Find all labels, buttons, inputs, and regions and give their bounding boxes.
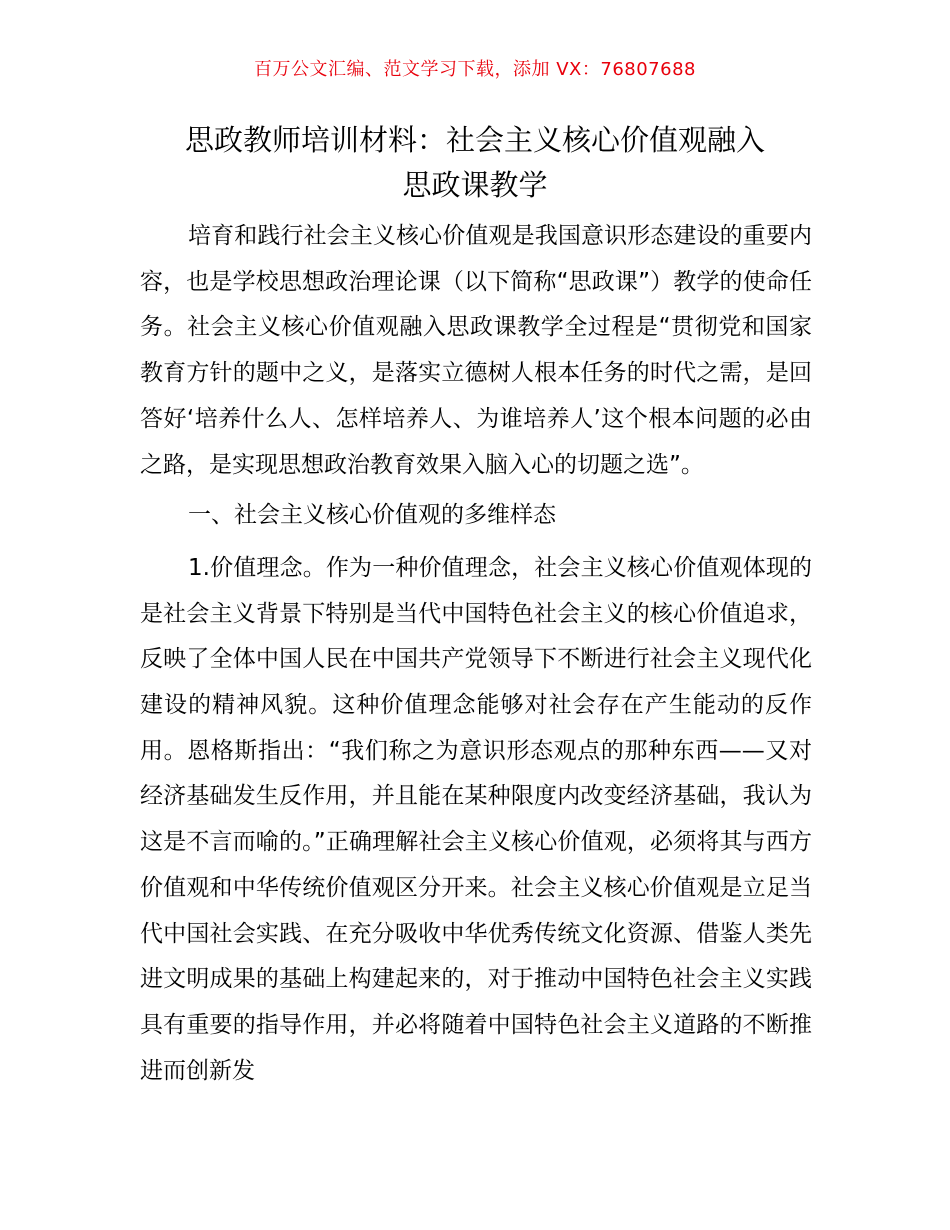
watermark-text: 百万公文汇编、范文学习下载，添加 VX：76807688: [254, 59, 696, 80]
title-line-1: 思政教师培训材料：社会主义核心价值观融入: [184, 123, 765, 157]
document-title: [120, 118, 830, 208]
section-heading: 一、社会主义核心价值观的多维样态: [188, 502, 556, 529]
watermark-banner: [0, 58, 950, 82]
title-line-2: 思政课教学: [402, 168, 548, 202]
body-paragraph: 1.价值理念。作为一种价值理念，社会主义核心价值观体现的是社会主义背景下特别是当代中国特色社会主义的核心价值追求，反映了全体中国人民在中国共产党领导下不断进行社会主义现代化建设的精神风貌。这种价值理念能够对社会存在产生能动的反作用。恩格斯指出：“我们称之为意识形态观点的那种东西——又对经济基础发生反作用，并且能在某种限度内改变经济基础，我认为这是不言而喻的。”正确理解社会主义核心价值观，必须将其与西方价值观和中华传统价值观区分开来。社会主义核心价值观是立足当代中国社会实践、在充分吸收中华优秀传统文化资源、借鉴人类先进文明成果的基础上构建起来的，对于推动中国特色社会主义实践具有重要的指导作用，并必将随着中国特色社会主义道路的不断推进而创新发: [140, 554, 812, 1084]
intro-paragraph: 培育和践行社会主义核心价值观是我国意识形态建设的重要内容，也是学校思想政治理论课（以下简称“思政课”）教学的使命任务。社会主义核心价值观融入思政课教学全过程是“贯彻党和国家教育方针的题中之义，是落实立德树人根本任务的时代之需，是回答好‘培养什么人、怎样培养人、为谁培养人’这个根本问题的必由之路，是实现思想政治教育效果入脑入心的切题之选”。: [140, 223, 812, 478]
document-body: [140, 214, 812, 1094]
